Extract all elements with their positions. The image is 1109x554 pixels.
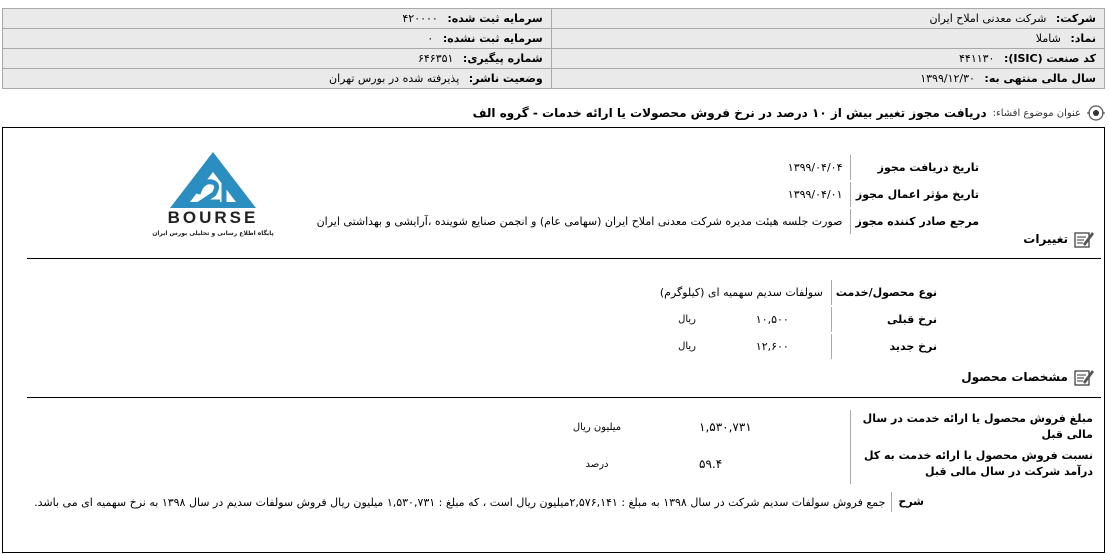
product-type-value: سولفات سدیم سهمیه ای (کیلوگرم) [659, 286, 823, 299]
company-label: شرکت: [1055, 12, 1096, 25]
sales-ratio-value: ۵۹.۴ [699, 457, 723, 471]
changes-table [658, 278, 939, 361]
receive-date-label: تاریخ دریافت مجوز [850, 155, 979, 180]
logo-text: BOURSE [167, 208, 259, 227]
changes-title: تغییرات [1023, 232, 1068, 246]
symbol-value: شاملا [1035, 32, 1061, 45]
sales-ratio-unit: درصد [585, 458, 609, 470]
new-rate-value: ۱۲,۶۰۰ [755, 340, 789, 353]
fiscal-year-cell [551, 69, 1104, 89]
description-label: شرح [891, 492, 924, 512]
subject-label: عنوان موضوع افشاء: [992, 107, 1081, 119]
isic-label: کد صنعت (ISIC): [1003, 52, 1096, 65]
company-value: شرکت معدنی املاح ایران [929, 12, 1047, 25]
edit-icon [1074, 368, 1094, 386]
fiscal-year-label: سال مالی منتهی به: [984, 72, 1096, 85]
permit-info [315, 153, 981, 236]
prev-rate-value: ۱۰,۵۰۰ [755, 313, 789, 326]
description-value: جمع فروش سولفات سدیم شرکت در سال ۱۳۹۸ به مبلغ : ۲,۵۷۶,۱۴۱میلیون ریال است ، که مبلغ : ۱,۵۳۰,۷۳۱ میلیون ریال فروش سولفات سدیم در سال ۱۳۹۸ به نرخ سهمیه ای می باشد. [34, 495, 886, 509]
isic-value: ۴۴۱۱۳۰ [959, 52, 995, 65]
new-rate-unit: ریال [678, 341, 697, 352]
product-specs-title: مشخصات محصول [961, 370, 1068, 384]
registered-capital-value: ۴۲۰۰۰۰ [402, 12, 438, 25]
publisher-status-label: وضعیت ناشر: [468, 72, 543, 85]
changes-divider [27, 258, 1101, 259]
receive-date-value: ۱۳۹۹/۰۴/۰۴ [787, 161, 843, 174]
company-info-table [2, 8, 1105, 89]
sales-ratio-label: نسبت فروش محصول یا ارائه خدمت به کل درآمد شرکت در سال مالی قبل [851, 444, 1095, 484]
prev-year-sales-label: مبلغ فروش محصول یا ارائه خدمت در سال مالی قبل [851, 410, 1095, 444]
changes-header [1023, 230, 1094, 248]
issuer-value: صورت جلسه هیئت مدیره شرکت معدنی املاح ایران (سهامی عام) و انجمن صنایع شوینده ،آرایشی و بهداشتی ایران [316, 215, 843, 228]
bourse-logo-graphic [140, 150, 286, 240]
disclosure-subject [473, 104, 1105, 122]
unregistered-capital-cell [3, 29, 552, 49]
tracking-label: شماره پیگیری: [462, 52, 543, 65]
company-cell [551, 9, 1104, 29]
unregistered-capital-value: ۰ [427, 32, 434, 45]
registered-capital-label: سرمایه ثبت شده: [447, 12, 543, 25]
fiscal-year-value: ۱۳۹۹/۱۲/۳۰ [920, 72, 975, 85]
effective-date-label: تاریخ مؤثر اعمال مجوز [850, 182, 979, 207]
issuer-label: مرجع صادر کننده مجوز [850, 209, 979, 234]
prev-year-sales-unit: میلیون ریال [572, 421, 622, 433]
publisher-status-value: پذیرفته شده در بورس تهران [329, 72, 460, 85]
symbol-label: نماد: [1070, 32, 1096, 45]
prev-year-sales-value: ۱,۵۳۰,۷۳۱ [699, 420, 752, 434]
effective-date-value: ۱۳۹۹/۰۴/۰۱ [787, 188, 843, 201]
symbol-cell [551, 29, 1104, 49]
description-row [34, 492, 924, 512]
edit-icon [1074, 230, 1094, 248]
product-specs-header [961, 368, 1094, 386]
isic-cell [551, 49, 1104, 69]
subject-value: دریافت مجوز تغییر بیش از ۱۰ درصد در نرخ فروش محصولات یا ارائه خدمات - گروه الف [472, 106, 987, 120]
product-specs-divider [27, 397, 1101, 398]
unregistered-capital-label: سرمایه ثبت نشده: [442, 32, 543, 45]
registered-capital-cell [3, 9, 552, 29]
product-type-label: نوع محصول/خدمت [831, 280, 937, 305]
prev-rate-label: نرخ قبلی [831, 307, 937, 332]
new-rate-label: نرخ جدید [831, 334, 937, 359]
tracking-cell [3, 49, 552, 69]
product-financials [496, 410, 1095, 484]
tracking-value: ۶۴۶۳۵۱ [417, 52, 454, 65]
logo-caption: پایگاه اطلاع رسانی و تحلیلی بورس ایران [152, 230, 274, 237]
bourse-logo [140, 150, 286, 240]
publisher-status-cell [3, 69, 552, 89]
prev-rate-unit: ریال [678, 314, 697, 325]
target-icon [1087, 104, 1105, 122]
